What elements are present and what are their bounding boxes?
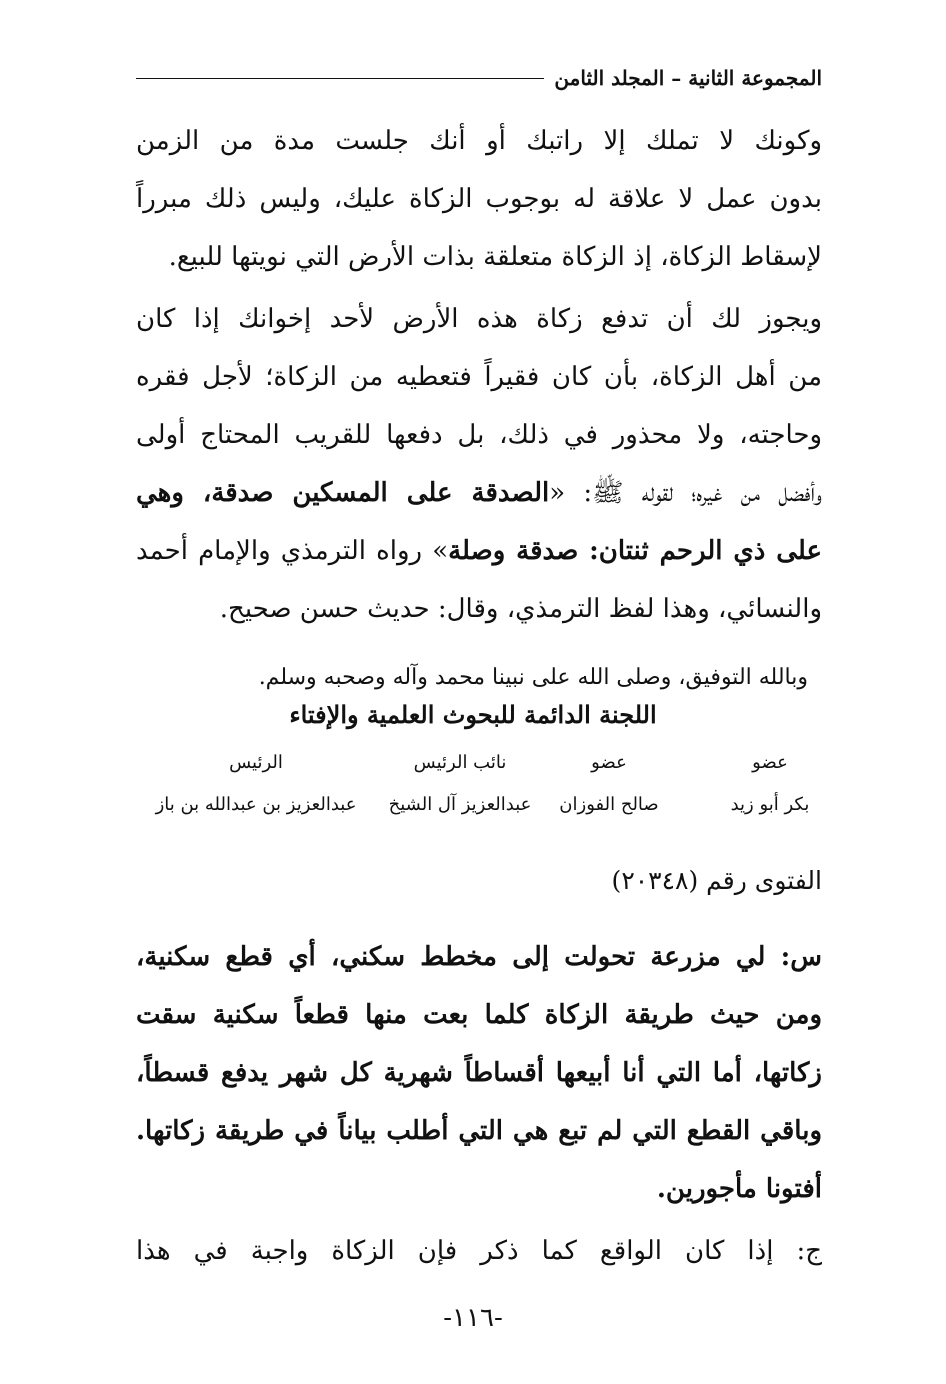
role-president: الرئيس <box>229 752 283 773</box>
text-line: والنسائي، وهذا لفظ الترمذي، وقال: حديث حسن صحيح. <box>219 594 822 624</box>
text-line-hadith-start <box>136 464 822 522</box>
hadith-text-part1: الصدقة على المسكين صدقة، وهي <box>136 478 550 508</box>
page-number: -١١٦- <box>443 1303 503 1333</box>
hadith-source: » رواه الترمذي والإمام أحمد <box>136 536 449 566</box>
paragraph-2 <box>136 290 822 638</box>
name-member-2: صالح الفوزان <box>559 794 659 815</box>
question-line: أفتونا مأجورين. <box>656 1174 822 1204</box>
question-block <box>136 928 822 1218</box>
question-line: ومن حيث طريقة الزكاة كلما بعت منها قطعاً سكنية سقت <box>136 1000 822 1030</box>
question-line: س: لي مزرعة تحولت إلى مخطط سكني، أي قطع سكنية، <box>136 942 822 972</box>
name-deputy: عبدالعزيز آل الشيخ <box>388 794 532 815</box>
question-line: زكاتها، أما التي أنا أبيعها أقساطاً شهرية كل شهر يدفع قسطاً، <box>136 1058 822 1088</box>
role-deputy: نائب الرئيس <box>413 752 507 773</box>
running-header <box>136 62 822 94</box>
closing-block <box>136 654 822 702</box>
name-president: عبدالعزيز بن عبدالله بن باز <box>155 794 357 815</box>
header-title: المجموعة الثانية – المجلد الثامن <box>554 66 822 90</box>
name-member-1: بكر أبو زيد <box>730 794 810 815</box>
role-member-2: عضو <box>591 752 627 773</box>
hadith-intro: وأفضل من غيره؛ لقوله ﷺ: « <box>549 478 822 508</box>
text-line: من أهل الزكاة، بأن كان فقيراً فتعطيه من الزكاة؛ لأجل فقره <box>136 362 822 392</box>
text-line: وكونك لا تملك إلا راتبك أو أنك جلست مدة من الزمن <box>136 126 822 156</box>
text-line-hadith-end <box>136 522 822 580</box>
fatwa-number: الفتوى رقم (٢٠٣٤٨) <box>611 866 822 895</box>
text-line: بدون عمل لا علاقة له بوجوب الزكاة عليك، وليس ذلك مبرراً <box>136 184 822 214</box>
hadith-text-part2: على ذي الرحم ثنتان: صدقة وصلة <box>448 536 822 566</box>
answer-line: ج: إذا كان الواقع كما ذكر فإن الزكاة واجبة في هذا <box>136 1236 822 1266</box>
committee-title: اللجنة الدائمة للبحوث العلمية والإفتاء <box>289 700 657 729</box>
text-line: لإسقاط الزكاة، إذ الزكاة متعلقة بذات الأرض التي نويتها للبيع. <box>168 242 822 272</box>
text-line: ويجوز لك أن تدفع زكاة هذه الأرض لأحد إخوانك إذا كان <box>136 304 822 334</box>
role-member-1: عضو <box>752 752 788 773</box>
paragraph-1 <box>136 112 822 286</box>
closing-line: وبالله التوفيق، وصلى الله على نبينا محمد وآله وصحبه وسلم. <box>258 665 808 690</box>
header-rule <box>136 78 544 79</box>
text-line: وحاجته، ولا محذور في ذلك، بل دفعها للقريب المحتاج أولى <box>136 420 822 450</box>
answer-block <box>136 1222 822 1280</box>
question-line: وباقي القطع التي لم تبع هي التي أطلب بياناً في طريقة زكاتها. <box>136 1116 822 1146</box>
